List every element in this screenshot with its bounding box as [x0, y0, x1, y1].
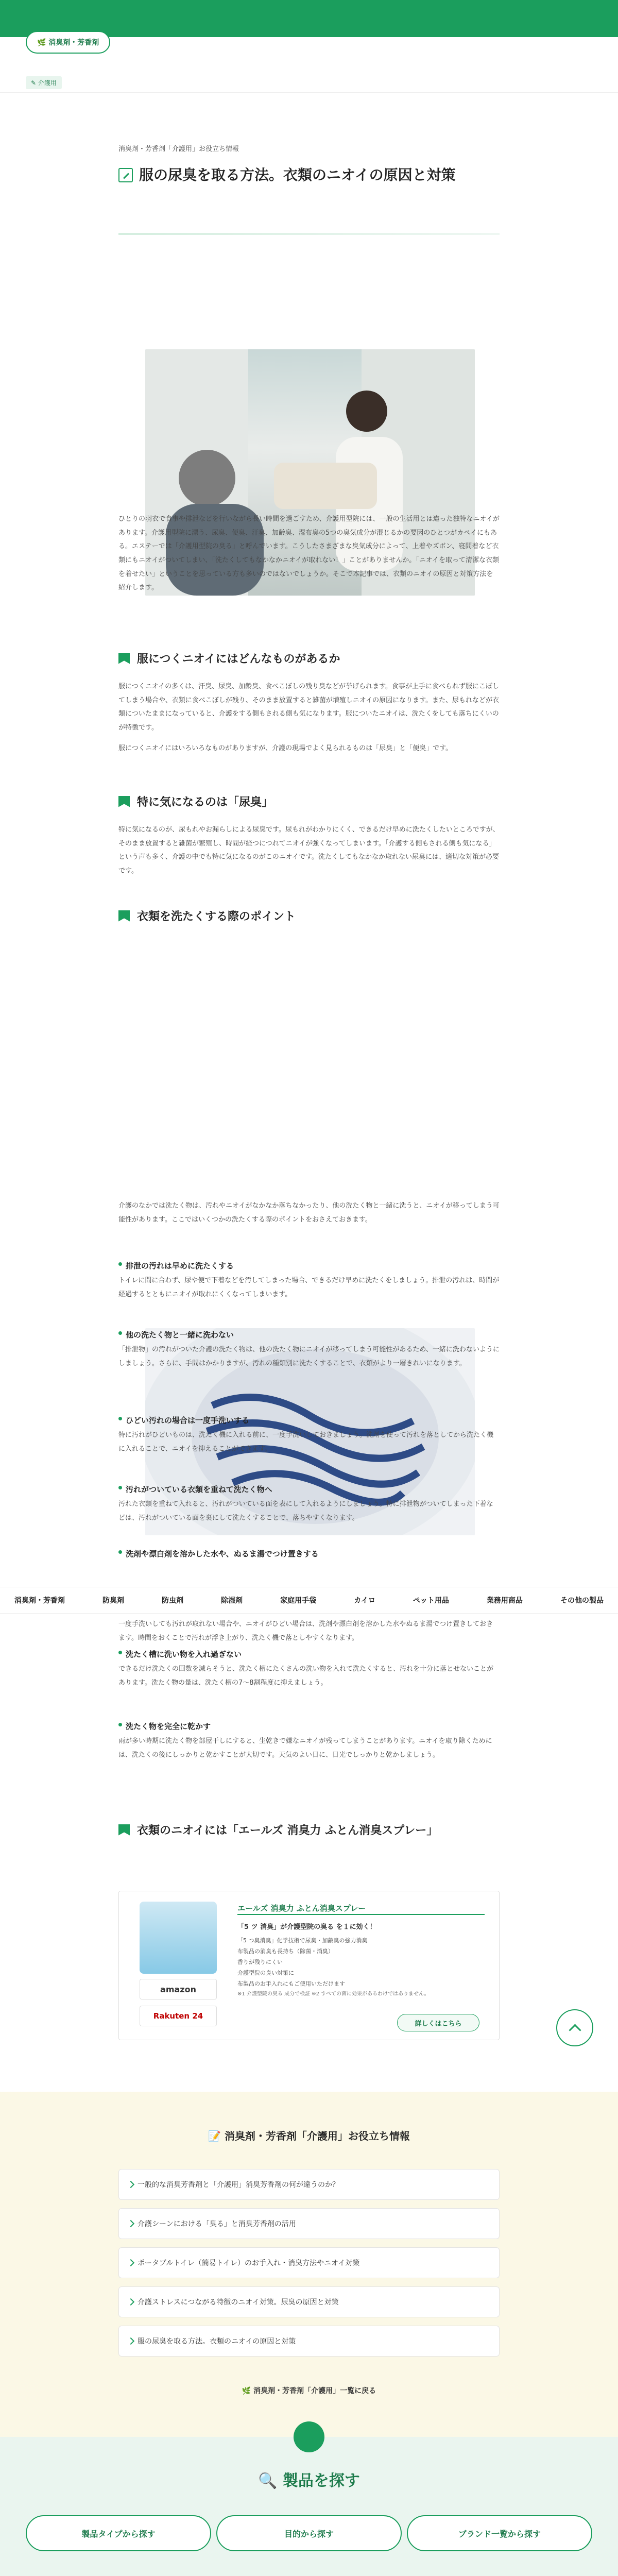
search-by-brand-button[interactable] [407, 2515, 592, 2551]
nav-item[interactable]: その他の製品 [560, 1597, 604, 1605]
feature-item: 「5 つ臭消臭」化学技術で尿臭・加齢臭の強力消臭 [237, 1937, 368, 1944]
nav-item[interactable]: 家庭用手袋 [280, 1597, 317, 1605]
breadcrumb-text: 消臭剤・芳香剤「介護用」お役立ち情報 [118, 145, 239, 153]
bookmark-icon [118, 1824, 130, 1836]
point-4 [118, 1484, 500, 1525]
feature-item: 布製品の消臭も長持ち（除菌・消臭） [237, 1947, 334, 1955]
product-tagline: 「5 ツ 消臭」が介護型院の臭る を１に効く！ [237, 1923, 376, 1931]
nav-item[interactable]: 業務用商品 [486, 1597, 523, 1605]
rakuten-button[interactable] [140, 2006, 217, 2026]
point-body: できるだけ洗たくの回数を減らそうと、洗たく槽にたくさんの洗い物を入れて洗たくすると、汚れを十分に落とせないことがあります。洗たく物の量は、洗たく槽の7～8割程度に抑えましょう。 [118, 1665, 494, 1687]
point-title: ひどい汚れの場合は一度手洗いする [118, 1415, 500, 1426]
section-title: 特に気になるのは「尿臭」 [137, 796, 273, 809]
product-search-section [0, 2437, 618, 2576]
tips-item-label: 介護ストレスにつながる特徴のニオイ対策。尿臭の原因と対策 [138, 2298, 339, 2307]
section4-heading [118, 1822, 500, 1838]
edit-icon [118, 168, 133, 182]
point-body: 汚れた衣類を重ねて入れると、汚れがついている面を表にして入れるようにしましょう。特に排泄物がついてしまった下着などは、汚れがついている面を裏にして洗たくすることで、落ちやすくなります。 [118, 1500, 493, 1522]
tips-item-label: ポータブルトイレ（簡易トイレ）のお手入れ・消臭方法やニオイ対策 [138, 2259, 360, 2267]
search-button-label: 目的から探す [284, 2529, 334, 2539]
feature-item: 香りが残りにくい [237, 1958, 283, 1965]
page-title: 服の尿臭を取る方法。衣類のニオイの原因と対策 [139, 166, 456, 183]
bookmark-icon [118, 796, 130, 807]
bookmark-icon [118, 653, 130, 664]
point-title: 排泄の汚れは早めに洗たくする [118, 1260, 500, 1271]
category-navigation [0, 1587, 618, 1614]
nav-item[interactable]: 防虫剤 [162, 1597, 184, 1605]
tag-badge: ✎ 介護用 [26, 76, 62, 89]
search-button-label: 製品タイプから探す [81, 2529, 156, 2539]
search-by-type-button[interactable] [26, 2515, 211, 2551]
tips-item[interactable] [118, 2208, 500, 2239]
tips-item[interactable] [118, 2326, 500, 2357]
point-title: 洗たく槽に洗い物を入れ過ぎない [118, 1649, 500, 1659]
search-title: 🔍 製品を探す [258, 2472, 360, 2490]
nav-item[interactable]: ペット用品 [413, 1597, 449, 1605]
section-title: 衣類のニオイには「エールズ 消臭力 ふとん消臭スプレー」 [137, 1824, 438, 1837]
point-title: 他の洗たく物と一緒に洗わない [118, 1329, 500, 1340]
nav-item[interactable]: 除湿剤 [221, 1597, 243, 1605]
product-divider [237, 1914, 485, 1915]
tips-title-text: 消臭剤・芳香剤「介護用」お役立ち情報 [224, 2130, 410, 2142]
point-body: トイレに間に合わず、尿や便で下着などを汚してしまった場合、できるだけ早めに洗たくをしましょう。排泄の汚れは、時間が経過するとともにニオイが取れにくくなってしまいます。 [118, 1277, 500, 1298]
feature-item: 布製品のお手入れにもご使用いただけます [237, 1980, 345, 1987]
section1-heading [118, 650, 500, 666]
tips-item-label: 介護シーンにおける「臭る」と消臭芳香剤の活用 [138, 2220, 296, 2228]
point-5-body: 一度手洗いしても汚れが取れない場合や、ニオイがひどい場合は、洗剤や漂白剤を溶かした水やぬるま湯でつけ置きしておきます。時間をおくことで汚れが浮き上がり、洗たく機で落としやすくなります。 [118, 1620, 493, 1642]
title-divider [118, 233, 500, 235]
tag-label: 介護用 [38, 79, 57, 87]
tips-item-label: 服の尿臭を取る方法。衣類のニオイの原因と対策 [138, 2337, 296, 2346]
scroll-down-icon[interactable] [294, 2421, 324, 2452]
nav-item[interactable]: 防臭剤 [102, 1597, 125, 1605]
section2-heading [118, 793, 500, 809]
point-body: 雨が多い時期に洗たく物を部屋干しにすると、生乾きで嫌なニオイが残ってしまうことがあります。ニオイを取り除くためには、洗たくの後にしっかりと乾かすことが大切です。天気のよい日に、日光でしっかりと乾かしましょう。 [118, 1737, 492, 1759]
tips-item[interactable] [118, 2286, 500, 2317]
detail-button[interactable] [397, 2014, 479, 2031]
rakuten-label: Rakuten 24 [153, 2011, 203, 2021]
intro-paragraph: ひとりの羽衣で食事や排泄などを行いながら長い時間を過ごすため、介護用型院には、一般の生活用とは違った独特なニオイがあります。介護用型院に漂う、尿臭、便臭、汗臭、加齢臭、湿布臭の5つの臭気成分が混じるかの要因のひとつがカペイにもある。エステーでは「介護用型院の臭る」と呼んでいます。こうしたさまざまな臭気成分によって、上着やズボン、寝間着など衣類にもニオイがついてしまい、「洗たくしてもなかなかニオイが取れない！」ことがありませんか。「ニオイを取って清潔な衣類を着せたい」ということを思っている方も多いのではないでしょうか。そこで本記事では、衣類のニオイの原因と対策方法を紹介します。 [118, 515, 500, 592]
product-features [237, 1936, 485, 1999]
breadcrumb [118, 143, 500, 153]
product-name: エールズ 消臭力 ふとん消臭スプレー [237, 1904, 366, 1913]
product-image [140, 1902, 217, 1974]
tips-item[interactable] [118, 2169, 500, 2200]
section3-heading [118, 908, 500, 924]
search-button-label: ブランド一覧から探す [458, 2529, 541, 2539]
category-pill-label: 消臭剤・芳香剤 [48, 39, 99, 47]
point-body: 「排泄物」の汚れがついた介護の洗たく物は、他の洗たく物にニオイが移ってしまう可能性があるため、一緒に洗わないようにしましょう。さらに、手間はかかりますが、汚れの種類別に洗たくすることで、衣類がより一層きれいになります。 [118, 1346, 500, 1367]
point-title: 洗剤や漂白剤を溶かした水や、ぬるま湯でつけ置きする [118, 1548, 500, 1559]
scroll-top-button[interactable] [556, 2009, 593, 2046]
tips-item[interactable] [118, 2247, 500, 2278]
tips-more-link[interactable]: 🌿 消臭剤・芳香剤「介護用」一覧に戻る [242, 2387, 376, 2395]
point-title: 汚れがついている衣類を重ねて洗たく物へ [118, 1484, 500, 1495]
product-notes: ※1 介護型院の臭る 成分で検証 ※2 すべての菌に効果があるわけではありません。 [237, 1991, 430, 1997]
section3-paragraph: 介護のなかでは洗たく物は、汚れやニオイがなかなか落ちなかったり、他の洗たく物と一緒に洗うと、ニオイが移ってしまう可能性があります。ここではいくつかの洗たくする際のポイントをおさえておきます。 [118, 1202, 500, 1224]
nav-item[interactable]: 消臭剤・芳香剤 [14, 1597, 65, 1605]
point-6 [118, 1649, 500, 1690]
article-title [118, 164, 500, 186]
amazon-label: amazon [160, 1984, 196, 1994]
tips-item-label: 一般的な消臭芳香剤と「介護用」消臭芳香剤の何が違うのか？ [138, 2181, 339, 2189]
section2-paragraph: 特に気になるのが、尿もれやお漏らしによる尿臭です。尿もれがわかりにくく、できるだけ早めに洗たくしたいところですが、そのまま放置すると雑菌が繁殖し、時間が経つにつれてニオイが強くなってしまいます。「介護する側もされる側も気になる」という声も多く、介護の中でも特に気になるのがこのニオイです。洗たくしてもなかなか取れない尿臭には、適切な対策が必要です。 [118, 826, 500, 875]
point-title: 洗たく物を完全に乾かす [118, 1721, 500, 1732]
section1-paragraph: 服につくニオイの多くは、汗臭、尿臭、加齢臭、食べこぼしの残り臭などが挙げられます。食事が上手に食べられず服にこぼしてしまう場合や、衣類に食べこぼしが残り、そのまま放置すると雑菌が増殖しニオイの原因になります。また、尿もれなどが衣類についたままになっていると、介護をする側もされる側も気になります。服についたニオイは、洗たくをしても落ちにくいのが特徴です。 [118, 683, 500, 732]
tips-more-label: 消臭剤・芳香剤「介護用」一覧に戻る [253, 2387, 376, 2395]
category-pill[interactable]: 🌿 消臭剤・芳香剤 [26, 31, 110, 54]
point-body: 特に汚れがひどいものは、洗たく機に入れる前に、一度手洗いしておきましょう。洗剤を使って汚れを落としてから洗たく機に入れることで、ニオイを抑えることができます。 [118, 1431, 494, 1453]
tips-section [0, 2092, 618, 2437]
point-3 [118, 1415, 500, 1456]
feature-item: 介護型院の臭い対策に [237, 1969, 294, 1976]
point-2 [118, 1329, 500, 1370]
search-by-purpose-button[interactable] [216, 2515, 402, 2551]
category-tab-area [0, 37, 618, 93]
point-7 [118, 1721, 500, 1762]
tips-title: 📝 消臭剤・芳香剤「介護用」お役立ち情報 [208, 2130, 410, 2142]
product-card [118, 1891, 500, 2040]
point-5 [118, 1548, 500, 1559]
point-1 [118, 1260, 500, 1301]
section1-paragraph-2: 服につくニオイにはいろいろなものがありますが、介護の現場でよく見られるものは「尿臭」と「便臭」です。 [118, 744, 453, 752]
detail-button-label: 詳しくはこちら [415, 2020, 462, 2028]
search-title-text: 製品を探す [282, 2472, 360, 2490]
bookmark-icon [118, 910, 130, 922]
amazon-button[interactable] [140, 1979, 217, 1999]
nav-item[interactable]: カイロ [354, 1597, 375, 1605]
section-title: 服につくニオイにはどんなものがあるか [137, 653, 340, 666]
section-title: 衣類を洗たくする際のポイント [137, 910, 296, 923]
